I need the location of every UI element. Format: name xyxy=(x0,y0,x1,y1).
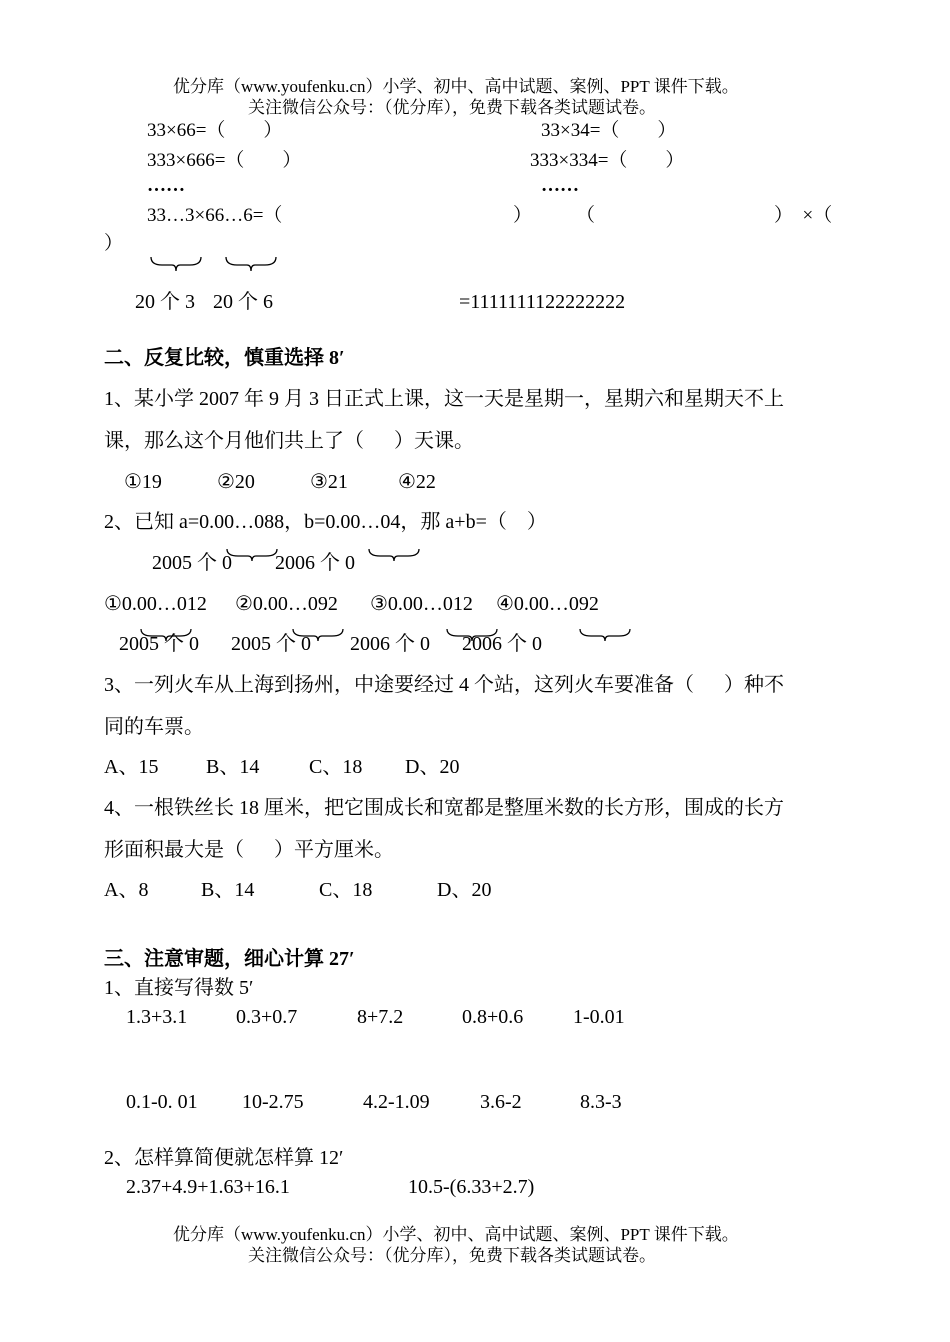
pattern-ellipsis-left: …… xyxy=(147,175,185,196)
pattern-result: =1111111122222222 xyxy=(459,291,626,313)
s2-q2-option-count-4: 2006 个 0 xyxy=(462,633,542,655)
s3-row2-item-4: 3.6-2 xyxy=(480,1091,522,1113)
pattern-ellipsis-right: …… xyxy=(541,175,579,196)
s2-q1-option-1: ①19 xyxy=(124,471,162,493)
pattern-right-2: 333×334=（ ） xyxy=(530,150,685,171)
footer-line-1: 优分库（www.youfenku.cn）小学、初中、高中试题、案例、PPT 课件下载。 xyxy=(173,1225,739,1244)
s3-row2-item-3: 4.2-1.09 xyxy=(363,1091,430,1113)
header-line-2: 关注微信公众号：（优分库），免费下载各类试题试卷。 xyxy=(248,98,656,117)
s2-q4-option-b: B、14 xyxy=(201,879,255,901)
s2-q1-line1: 1、某小学 2007 年 9 月 3 日正式上课，这一天是星期一，星期六和星期天不上 xyxy=(104,388,784,410)
pattern-count-3: 20 个 3 xyxy=(135,291,195,313)
s3-sub2: 2、怎样算简便就怎样算 12′ xyxy=(104,1147,344,1169)
s2-q2-option-count-3: 2006 个 0 xyxy=(350,633,430,655)
brace-q2-opt-4 xyxy=(579,627,631,643)
s2-q1-option-3: ③21 xyxy=(310,471,348,493)
s3-row1-item-3: 8+7.2 xyxy=(357,1006,404,1028)
s2-q1-option-2: ②20 xyxy=(217,471,255,493)
s3-row2-item-5: 8.3-3 xyxy=(580,1091,622,1113)
brace-q2-a xyxy=(226,547,278,563)
s2-q3-line1: 3、一列火车从上海到扬州，中途要经过 4 个站，这列火车要准备（ ）种不 xyxy=(104,674,784,696)
s2-q2-option-4: ④0.00…092 xyxy=(496,593,599,615)
s3-row2-item-1: 0.1-0. 01 xyxy=(126,1091,198,1113)
s2-q2-count-a: 2005 个 0 xyxy=(152,552,232,574)
pattern-general-times: ） ×（ xyxy=(774,205,833,226)
s2-q2-line1: 2、已知 a=0.00…088，b=0.00…04，那 a+b=（ ） xyxy=(104,511,547,533)
header-line-1: 优分库（www.youfenku.cn）小学、初中、高中试题、案例、PPT 课件下载。 xyxy=(173,77,739,96)
s2-q2-option-2: ②0.00…092 xyxy=(235,593,338,615)
pattern-left-2: 333×666=（ ） xyxy=(147,150,302,171)
pattern-right-1: 33×34=（ ） xyxy=(541,120,677,141)
pattern-left-1: 33×66=（ ） xyxy=(147,120,283,141)
s2-q3-option-c: C、18 xyxy=(309,756,363,778)
s3-row1-item-4: 0.8+0.6 xyxy=(462,1006,524,1028)
pattern-general-close: ） xyxy=(513,205,533,226)
pattern-general-left: 33…3×66…6=（ xyxy=(147,205,283,226)
s2-q4-option-a: A、8 xyxy=(104,879,149,901)
s2-q3-option-b: B、14 xyxy=(206,756,260,778)
s3-calc-2: 10.5-(6.33+2.7) xyxy=(408,1176,535,1198)
s3-row1-item-1: 1.3+3.1 xyxy=(126,1006,188,1028)
s2-q1-line2: 课，那么这个月他们共上了（ ）天课。 xyxy=(104,430,474,452)
s2-q2-option-count-2: 2005 个 0 xyxy=(231,633,311,655)
s2-q2-option-3: ③0.00…012 xyxy=(370,593,473,615)
footer-line-2: 关注微信公众号：（优分库），免费下载各类试题试卷。 xyxy=(248,1246,656,1265)
pattern-count-6: 20 个 6 xyxy=(213,291,273,313)
s3-sub1: 1、直接写得数 5′ xyxy=(104,977,254,999)
s3-row2-item-2: 10-2.75 xyxy=(242,1091,304,1113)
s3-row1-item-5: 1-0.01 xyxy=(573,1006,625,1028)
s2-q4-option-c: C、18 xyxy=(319,879,373,901)
s2-q4-line2: 形面积最大是（ ）平方厘米。 xyxy=(104,839,394,861)
s2-q2-count-b: 2006 个 0 xyxy=(275,552,355,574)
section2-title: 二、反复比较，慎重选择 8′ xyxy=(104,347,345,369)
s2-q1-option-4: ④22 xyxy=(398,471,436,493)
pattern-general-wrap: ） xyxy=(104,233,124,254)
brace-20-threes xyxy=(150,255,202,273)
s3-row1-item-2: 0.3+0.7 xyxy=(236,1006,298,1028)
s2-q2-option-count-1: 2005 个 0 xyxy=(119,633,199,655)
s2-q4-option-d: D、20 xyxy=(437,879,492,901)
s2-q2-option-1: ①0.00…012 xyxy=(104,593,207,615)
s3-calc-1: 2.37+4.9+1.63+16.1 xyxy=(126,1176,290,1198)
brace-q2-b xyxy=(368,547,420,563)
s2-q4-line1: 4、一根铁丝长 18 厘米，把它围成长和宽都是整厘米数的长方形，围成的长方 xyxy=(104,797,784,819)
section3-title: 三、注意审题，细心计算 27′ xyxy=(104,948,355,970)
s2-q3-option-a: A、15 xyxy=(104,756,159,778)
s2-q3-option-d: D、20 xyxy=(405,756,460,778)
s2-q3-line2: 同的车票。 xyxy=(104,716,204,738)
pattern-general-open: （ xyxy=(576,205,596,226)
brace-20-sixes xyxy=(225,255,277,273)
